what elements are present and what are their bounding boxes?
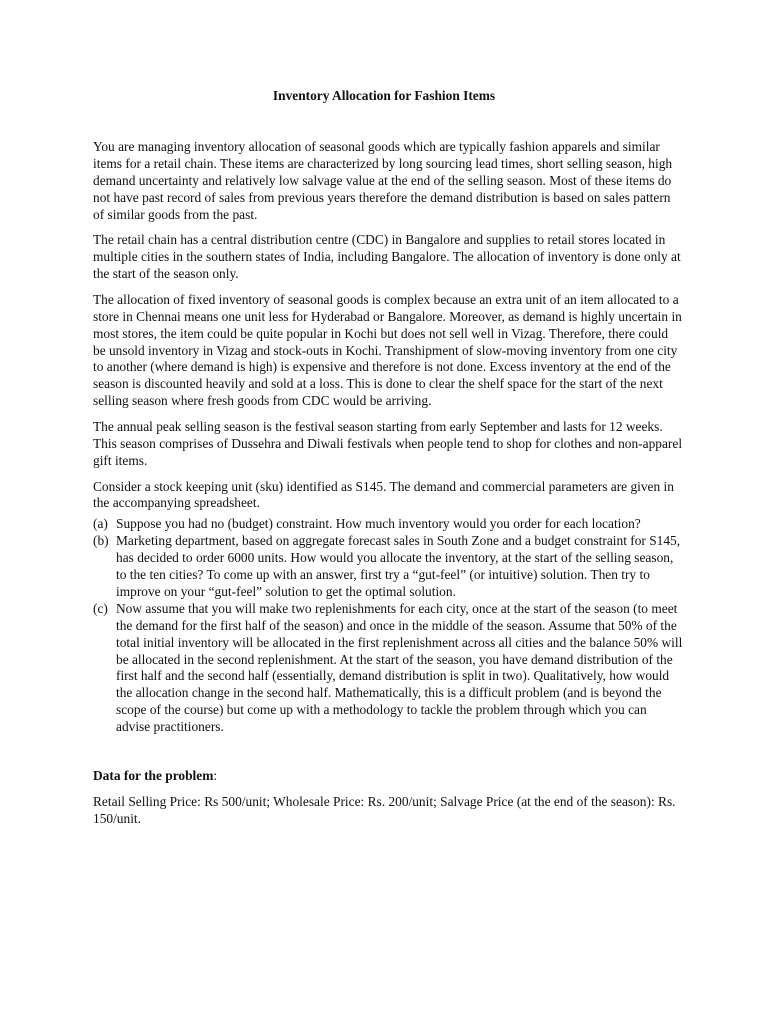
paragraph-distribution-centre: The retail chain has a central distribution centre (CDC) in Bangalore and supplies to retail stores located in multiple cities in the southern states of India, including Bangalore. The allocation of inventory is done only at the start of the season only. (93, 232, 681, 282)
data-section-heading (93, 768, 683, 785)
paragraph-sku: Consider a stock keeping unit (sku) identified as S145. The demand and commercial parameters are given in the accompanying spreadsheet. (93, 478, 674, 511)
document-title: Inventory Allocation for Fashion Items (272, 88, 496, 103)
question-text: Marketing department, based on aggregate forecast sales in South Zone and a budget constraint for S145, has decided to order 6000 units. How would you allocate the inventory, at the start of the selling season, to the ten cities? To come up with an answer, first try a “gut-feel” (or intuitive) solution. Then try to improve on your “gut-feel” solution to get the optimal solution. (116, 533, 681, 599)
document-body (93, 139, 683, 837)
question-marker: (c) (93, 600, 108, 616)
paragraph-allocation-complexity: The allocation of fixed inventory of seasonal goods is complex because an extra unit of an item allocated to a store in Chennai means one unit less for Hyderabad or Bangalore. Moreover, as demand is highly uncertain in most stores, the item could be quite popular in Kochi but does not sell well in Vizag. Therefore, there could be unsold inventory in Vizag and stock-outs in Kochi. Transhipment of slow-moving inventory from one city to another (where demand is high) is expensive and therefore is not done. Excess inventory at the end of the season is discounted heavily and sold at a loss. This is done to clear the shelf space for the start of the next selling season where fresh goods from CDC would be arriving. (93, 291, 682, 409)
question-list (93, 516, 683, 736)
data-heading-colon: : (213, 768, 218, 784)
question-item (93, 516, 683, 533)
question-text: Suppose you had no (budget) constraint. How much inventory would you order for each location? (116, 516, 641, 532)
paragraph-selling-season: The annual peak selling season is the festival season starting from early September and lasts for 12 weeks. This season comprises of Dussehra and Diwali festivals when people tend to shop for clothes and non-apparel gift items. (93, 418, 683, 468)
question-marker: (a) (93, 516, 108, 532)
price-data-text: Retail Selling Price: Rs 500/unit; Wholesale Price: Rs. 200/unit; Salvage Price (at the end of the season): Rs. 150/unit. (93, 794, 676, 826)
question-marker: (b) (93, 533, 109, 549)
data-heading-label: Data for the problem (93, 768, 214, 784)
paragraph-intro: You are managing inventory allocation of seasonal goods which are typically fashion apparels and similar items for a retail chain. These items are characterized by long sourcing lead times, short selling season, high demand uncertainty and relatively low salvage value at the end of the selling season. Most of these items do not have past record of sales from previous years therefore the demand distribution is based on sales pattern of similar goods from the past. (93, 139, 673, 222)
question-text: Now assume that you will make two replenishments for each city, once at the start of the season (to meet the demand for the first half of the season) and once in the middle of the season. Assume that 50% of the total initial inventory will be allocated in the first replenishment across all cities and the balance 50% will be allocated in the second replenishment. At the start of the season, you have demand distribution of the first half and the second half (essentially, demand distribution is split in two). Qualitatively, how would the allocation change in the second half. Mathematically, this is a difficult problem (and is beyond the scope of the course) but come up with a methodology to tackle the problem through which you can advise practitioners. (116, 600, 683, 735)
question-item (93, 533, 683, 601)
question-item (93, 601, 683, 736)
